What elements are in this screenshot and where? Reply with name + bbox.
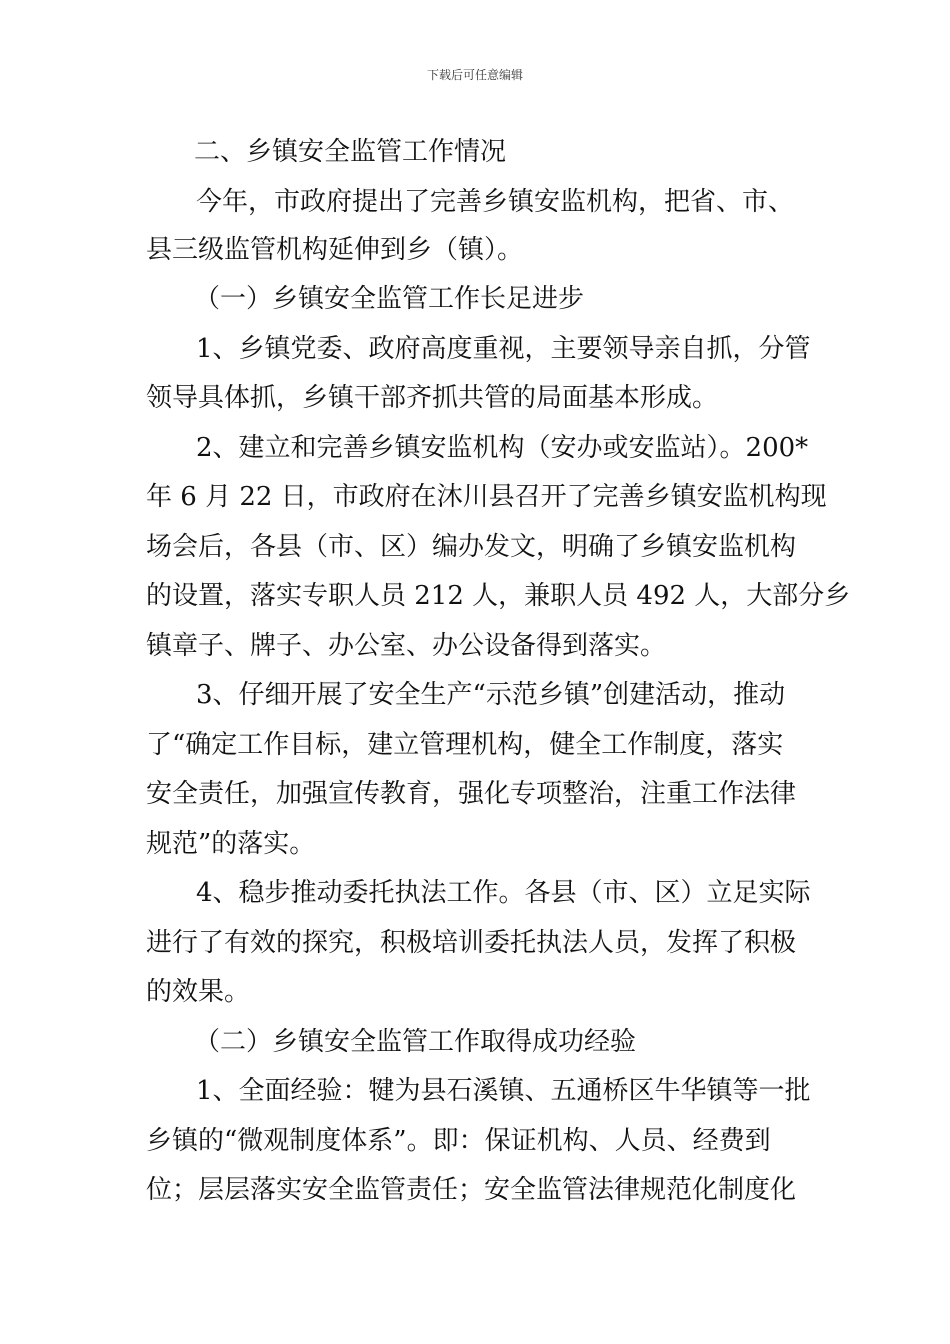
paragraph-line: 2、建立和完善乡镇安监机构（安办或安监站）。200* <box>196 433 809 463</box>
paragraph-line: 了“确定工作目标，建立管理机构，健全工作制度，落实 <box>146 730 784 760</box>
paragraph-line: 今年，市政府提出了完善乡镇安监机构，把省、市、 <box>196 187 795 217</box>
paragraph-line: 乡镇的“微观制度体系”。即：保证机构、人员、经费到 <box>146 1126 771 1156</box>
paragraph-line: 的效果。 <box>146 977 251 1007</box>
paragraph-line: 镇章子、牌子、办公室、办公设备得到落实。 <box>146 631 667 661</box>
subsection-heading: （一）乡镇安全监管工作长足进步 <box>194 284 585 314</box>
paragraph-line: 3、仔细开展了安全生产“示范乡镇”创建活动，推动 <box>196 680 786 710</box>
paragraph-line: 的设置，落实专职人员 212 人，兼职人员 492 人，大部分乡 <box>146 581 851 611</box>
paragraph-line: 进行了有效的探究，积极培训委托执法人员，发挥了积极 <box>146 928 797 958</box>
paragraph-line: 1、乡镇党委、政府高度重视，主要领导亲自抓，分管 <box>196 334 811 364</box>
subsection-heading: （二）乡镇安全监管工作取得成功经验 <box>194 1027 637 1057</box>
paragraph-line: 规范”的落实。 <box>146 829 316 859</box>
header-note: 下载后可任意编辑 <box>426 68 523 82</box>
paragraph-line: 年 6 月 22 日，市政府在沐川县召开了完善乡镇安监机构现 <box>146 482 827 512</box>
paragraph-line: 位；层层落实安全监管责任；安全监管法律规范化制度化 <box>146 1175 797 1205</box>
section-heading: 二、乡镇安全监管工作情况 <box>194 137 507 167</box>
paragraph-line: 1、全面经验：犍为县石溪镇、五通桥区牛华镇等一批 <box>196 1076 811 1106</box>
paragraph-line: 4、稳步推动委托执法工作。各县（市、区）立足实际 <box>196 878 811 908</box>
paragraph-line: 县三级监管机构延伸到乡（镇）。 <box>146 235 524 265</box>
paragraph-line: 领导具体抓，乡镇干部齐抓共管的局面基本形成。 <box>146 383 719 413</box>
paragraph-line: 场会后，各县（市、区）编办发文，明确了乡镇安监机构 <box>146 532 797 562</box>
paragraph-line: 安全责任，加强宣传教育，强化专项整治，注重工作法律 <box>146 779 797 809</box>
